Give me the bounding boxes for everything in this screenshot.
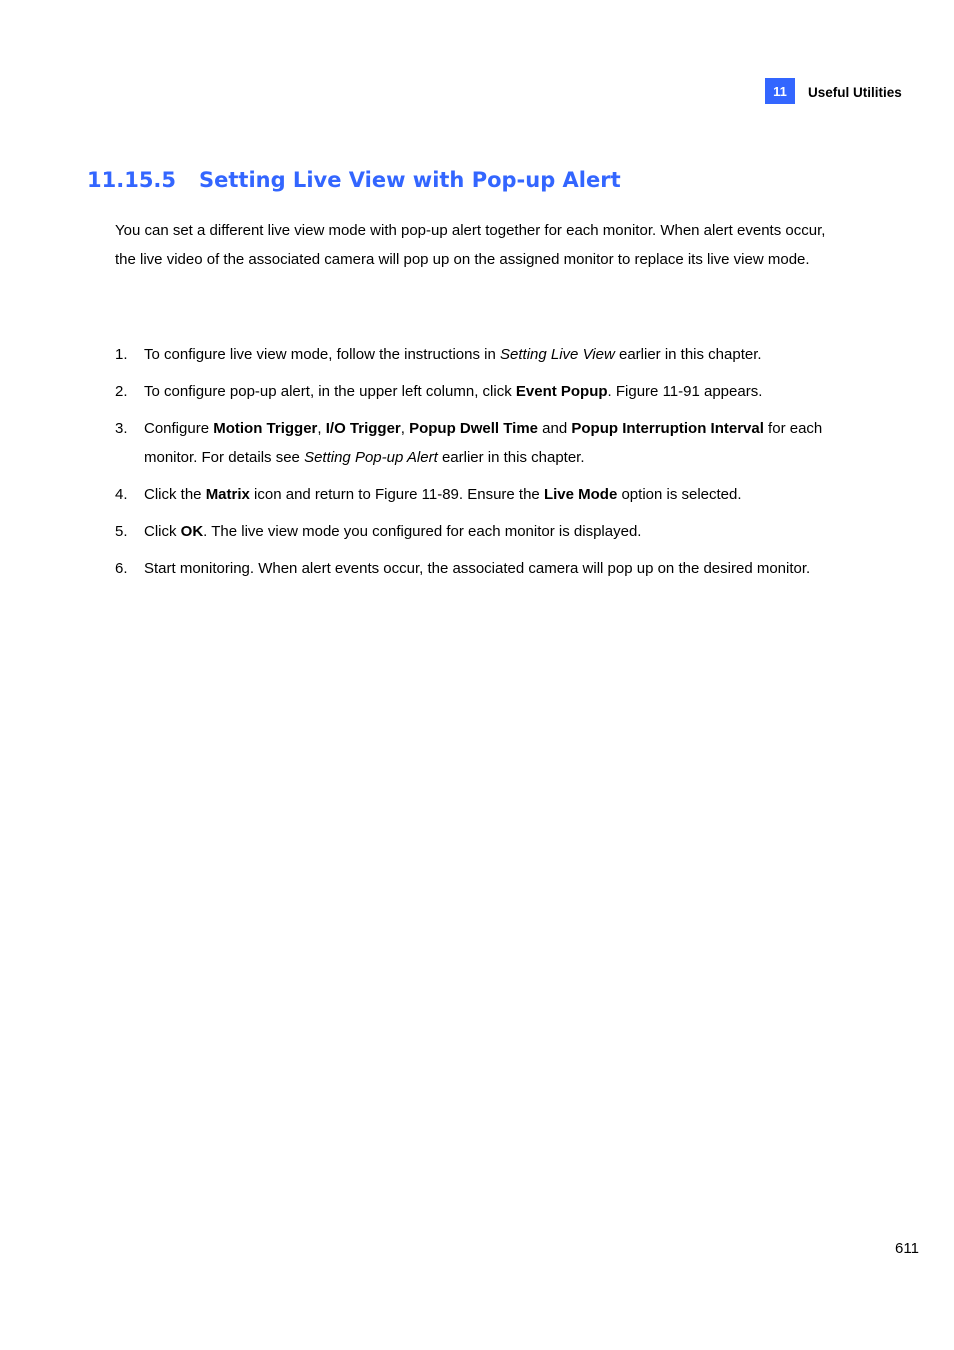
step-number: 4. <box>115 486 128 503</box>
step-text-run: . Figure 11-91 appears. <box>607 383 763 400</box>
step-text-run: , <box>400 420 410 437</box>
step-item <box>115 340 855 369</box>
step-text-run: for each monitor. For details see <box>144 420 823 466</box>
step-text-run: earlier in this chapter. <box>437 449 585 466</box>
ui-term: I/O Trigger <box>325 420 401 437</box>
step-text-run: icon and return to Figure 11-89. Ensure the <box>249 486 544 503</box>
step-text-run: To configure pop-up alert, in the upper left column, click <box>144 383 516 400</box>
section-number: 11.15.5 <box>87 168 177 192</box>
step-text <box>144 420 822 466</box>
steps-list <box>115 340 855 591</box>
step-item <box>115 480 855 509</box>
ui-term: Motion Trigger <box>213 420 318 437</box>
section-title: Setting Live View with Pop-up Alert <box>199 168 621 192</box>
step-text-run: Configure <box>144 420 214 437</box>
step-text-run: Click <box>144 523 181 540</box>
intro-paragraph: You can set a different live view mode with pop-up alert together for each monitor. When alert events occur, the live video of the associated camera will pop up on the assigned monitor to replace its live view mode. <box>115 222 826 268</box>
step-text-run: To configure live view mode, follow the instructions in <box>144 346 501 363</box>
ui-term: Matrix <box>205 486 250 503</box>
ui-term: Live Mode <box>543 486 618 503</box>
step-text <box>144 523 641 540</box>
step-text-run: , <box>317 420 326 437</box>
section-reference: Setting Live View <box>500 346 615 363</box>
chapter-title: Useful Utilities <box>808 85 902 100</box>
step-item <box>115 517 855 546</box>
ui-term: Popup Interruption Interval <box>571 420 764 437</box>
step-text-run: option is selected. <box>617 486 742 503</box>
step-text-run: earlier in this chapter. <box>614 346 762 363</box>
ui-term: OK <box>180 523 204 540</box>
step-text <box>144 486 742 503</box>
ui-term: Popup Dwell Time <box>409 420 538 437</box>
step-item <box>115 554 855 583</box>
step-item <box>115 414 855 472</box>
section-reference: Setting Pop-up Alert <box>304 449 438 466</box>
step-number: 1. <box>115 346 128 363</box>
step-text-run: Click the <box>144 486 206 503</box>
page-number: 611 <box>895 1240 919 1257</box>
step-number: 6. <box>115 560 128 577</box>
step-text <box>144 346 762 363</box>
step-number: 3. <box>115 420 128 437</box>
step-number: 2. <box>115 383 128 400</box>
step-text-run: and <box>538 420 572 437</box>
step-text-run: . The live view mode you configured for each monitor is displayed. <box>203 523 642 540</box>
step-text <box>144 383 762 400</box>
step-text <box>144 560 810 577</box>
step-number: 5. <box>115 523 128 540</box>
section-heading <box>87 168 621 192</box>
step-text-run: Start monitoring. When alert events occur, the associated camera will pop up on the desired monitor. <box>144 560 811 577</box>
chapter-number-badge: 11 <box>765 78 795 104</box>
ui-term: Event Popup <box>515 383 608 400</box>
step-item <box>115 377 855 406</box>
